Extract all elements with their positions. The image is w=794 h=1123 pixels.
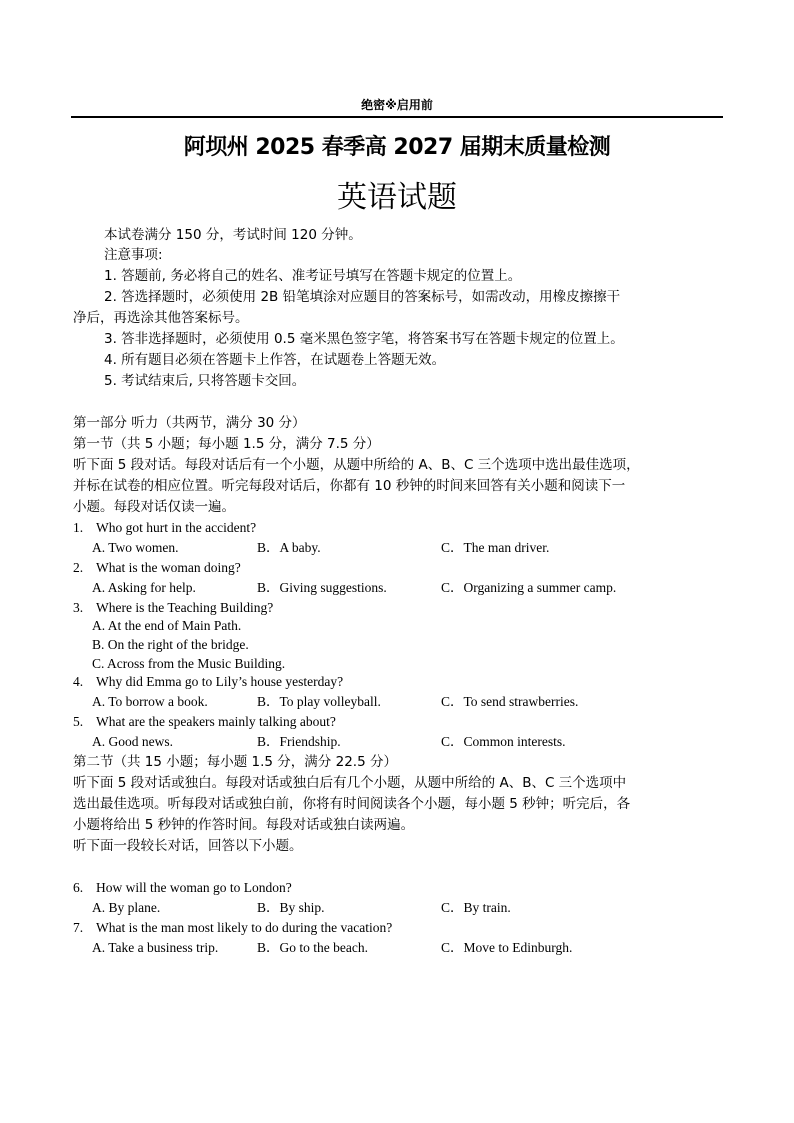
option-a: A. Good news. xyxy=(92,734,173,749)
option-b: B．A baby. xyxy=(257,540,321,555)
question-number: 5. xyxy=(73,714,84,729)
notice-item: 2. 答选择题时，必须使用 2B 铅笔填涂对应题目的答案标号，如需改动，用橡皮擦擦干 xyxy=(104,289,621,305)
option-a: A. At the end of Main Path. xyxy=(92,618,242,633)
option-a: A. Two women. xyxy=(92,540,179,555)
option-a: A. By plane. xyxy=(92,900,161,915)
section1-heading: 第一节（共 5 小题；每小题 1.5 分，满分 7.5 分） xyxy=(73,436,380,452)
option-a: A. To borrow a book. xyxy=(92,694,208,709)
section2-directions: 听下面一段较长对话，回答以下小题。 xyxy=(73,838,303,854)
question-text: What is the man most likely to do during the vacation? xyxy=(96,920,393,935)
header-divider xyxy=(71,116,723,118)
option-b: B．Go to the beach. xyxy=(257,940,368,955)
option-c: C．By train. xyxy=(441,900,511,915)
question-text: Where is the Teaching Building? xyxy=(96,600,274,615)
question-number: 4. xyxy=(73,674,84,689)
notice-item: 4. 所有题目必须在答题卡上作答，在试题卷上答题无效。 xyxy=(104,352,446,368)
option-b: B．To play volleyball. xyxy=(257,694,381,709)
notice-intro: 本试卷满分 150 分，考试时间 120 分钟。 xyxy=(104,227,362,243)
option-b: B. On the right of the bridge. xyxy=(92,637,249,652)
section2-heading: 第二节（共 15 小题；每小题 1.5 分，满分 22.5 分） xyxy=(73,754,397,770)
option-b: B．Giving suggestions. xyxy=(257,580,387,595)
question-text: What is the woman doing? xyxy=(96,560,241,575)
exam-title: 阿坝州 2025 春季高 2027 届期末质量检测 xyxy=(183,135,611,160)
notice-item: 5. 考试结束后, 只将答题卡交回。 xyxy=(104,373,306,389)
section2-directions: 听下面 5 段对话或独白。每段对话或独白后有几个小题，从题中所给的 A、B、C 三个选项中 xyxy=(73,775,627,791)
option-a: A. Take a business trip. xyxy=(92,940,219,955)
notice-heading: 注意事项: xyxy=(104,247,163,263)
question-number: 3. xyxy=(73,600,84,615)
section2-directions: 选出最佳选项。听每段对话或独白前，你将有时间阅读各个小题，每小题 5 秒钟；听完后，各 xyxy=(73,796,631,812)
question-number: 6. xyxy=(73,880,84,895)
exam-subtitle: 英语试题 xyxy=(337,180,457,215)
option-a: A. Asking for help. xyxy=(92,580,196,595)
part1-heading: 第一部分 听力（共两节，满分 30 分） xyxy=(73,415,306,431)
option-c: C．To send strawberries. xyxy=(441,694,579,709)
section1-directions: 小题。每段对话仅读一遍。 xyxy=(73,499,235,515)
option-c: C．Common interests. xyxy=(441,734,566,749)
notice-item: 1. 答题前, 务必将自己的姓名、准考证号填写在答题卡规定的位置上。 xyxy=(104,268,522,284)
option-b: B．By ship. xyxy=(257,900,325,915)
section2-directions: 小题将给出 5 秒钟的作答时间。每段对话或独白读两遍。 xyxy=(73,817,415,833)
question-text: What are the speakers mainly talking about? xyxy=(96,714,336,729)
option-c: C．Move to Edinburgh. xyxy=(441,940,573,955)
option-c: C．The man driver. xyxy=(441,540,550,555)
section1-directions: 听下面 5 段对话。每段对话后有一个小题，从题中所给的 A、B、C 三个选项中选出最佳选项， xyxy=(73,457,640,473)
question-text: Who got hurt in the accident? xyxy=(96,520,257,535)
question-number: 2. xyxy=(73,560,84,575)
notice-item: 3. 答非选择题时，必须使用 0.5 毫米黑色签字笔，将答案书写在答题卡规定的位置上。 xyxy=(104,331,624,347)
option-b: B．Friendship. xyxy=(257,734,341,749)
section1-directions: 并标在试卷的相应位置。听完每段对话后，你都有 10 秒钟的时间来回答有关小题和阅读下一 xyxy=(73,478,626,494)
secrecy-label: 绝密※启用前 xyxy=(361,98,433,112)
option-c: C. Across from the Music Building. xyxy=(92,656,286,671)
question-text: How will the woman go to London? xyxy=(96,880,292,895)
question-number: 7. xyxy=(73,920,84,935)
question-number: 1. xyxy=(73,520,84,535)
notice-item-continued: 净后，再选涂其他答案标号。 xyxy=(73,310,249,326)
question-text: Why did Emma go to Lily’s house yesterday? xyxy=(96,674,344,689)
option-c: C．Organizing a summer camp. xyxy=(441,580,617,595)
